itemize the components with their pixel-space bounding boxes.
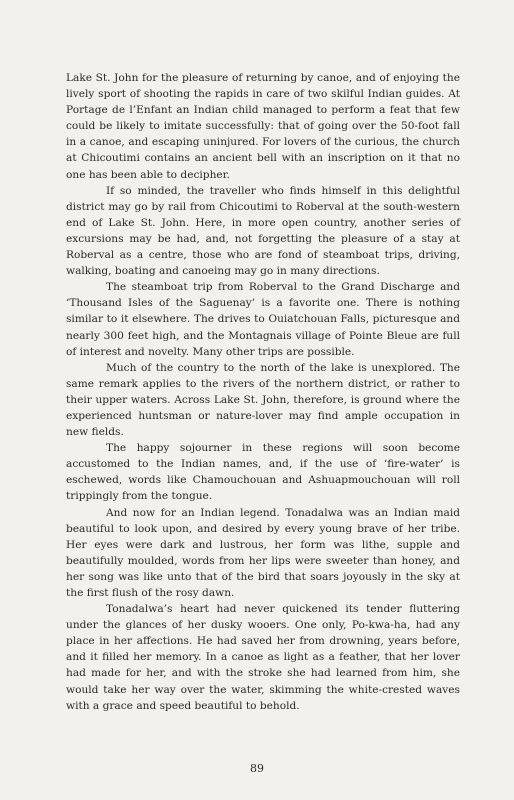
paragraph-5: The happy sojourner in these regions will soon become accustomed to the Indian names, and, if the use of ‘fire-water’ is eschewed, words like Chamouchouan and Ashuapmouchouan will roll trippingly from the tongue. <box>66 442 460 503</box>
paragraph-2: If so minded, the traveller who finds himself in this delightful district may go by rail from Chicoutimi to Roberval at the south-western end of Lake St. John. Here, in more open country, another series of excursions may be had, and, not forgetting the pleasure of a stay at Roberval as a centre, those who are fond of steamboat trips, driving, walking, boating and canoeing may go in many directions. <box>66 184 460 278</box>
page-number: 89 <box>250 762 264 775</box>
paragraph-6: And now for an Indian legend. Tonadalwa was an Indian maid beautiful to look upon, and desired by every young brave of her tribe. Her eyes were dark and lustrous, her form was lithe, supple and beautifully moulded, words from her lips were sweeter than honey, and her song was like unto that of the bird that soars joyously in the sky at the first flush of the rosy dawn. <box>66 506 460 599</box>
paragraph-3: The steamboat trip from Roberval to the Grand Discharge and ‘Thousand Isles of the Saguenay’ is a favorite one. There is nothing similar to it elsewhere. The drives to Ouiatchouan Falls, picturesque and nearly 300 feet high, and the Montagnais village of Pointe Bleue are full of interest and novelty. Many other trips are possible. <box>66 281 460 358</box>
body-text <box>66 70 460 714</box>
paragraph-1: Lake St. John for the pleasure of returning by canoe, and of enjoying the lively sport of shooting the rapids in care of two skilful Indian guides. At Portage de l’Enfant an Indian child managed to perform a feat that few could be likely to imitate successfully: that of going over the 50-foot fall in a canoe, and escaping uninjured. For lovers of the curious, the church at Chicoutimi contains an ancient bell with an inscription on it that no one has been able to decipher. <box>66 72 460 181</box>
paragraph-4: Much of the country to the north of the lake is unexplored. The same remark applies to the rivers of the northern district, or rather to their upper waters. Across Lake St. John, therefore, is ground where the experienced huntsman or nature-lover may find ample occupation in new fields. <box>66 361 460 439</box>
paragraph-7: Tonadalwa’s heart had never quickened its tender fluttering under the glances of her dusky wooers. One only, Po-kwa-ha, had any place in her affections. He had saved her from drowning, years before, and it filled her memory. In a canoe as light as a feather, that her lover had made for her, and with the stroke she had learned from him, she would take her way over the water, skimming the white-crested waves with a grace and speed beautiful to behold. <box>66 603 460 712</box>
